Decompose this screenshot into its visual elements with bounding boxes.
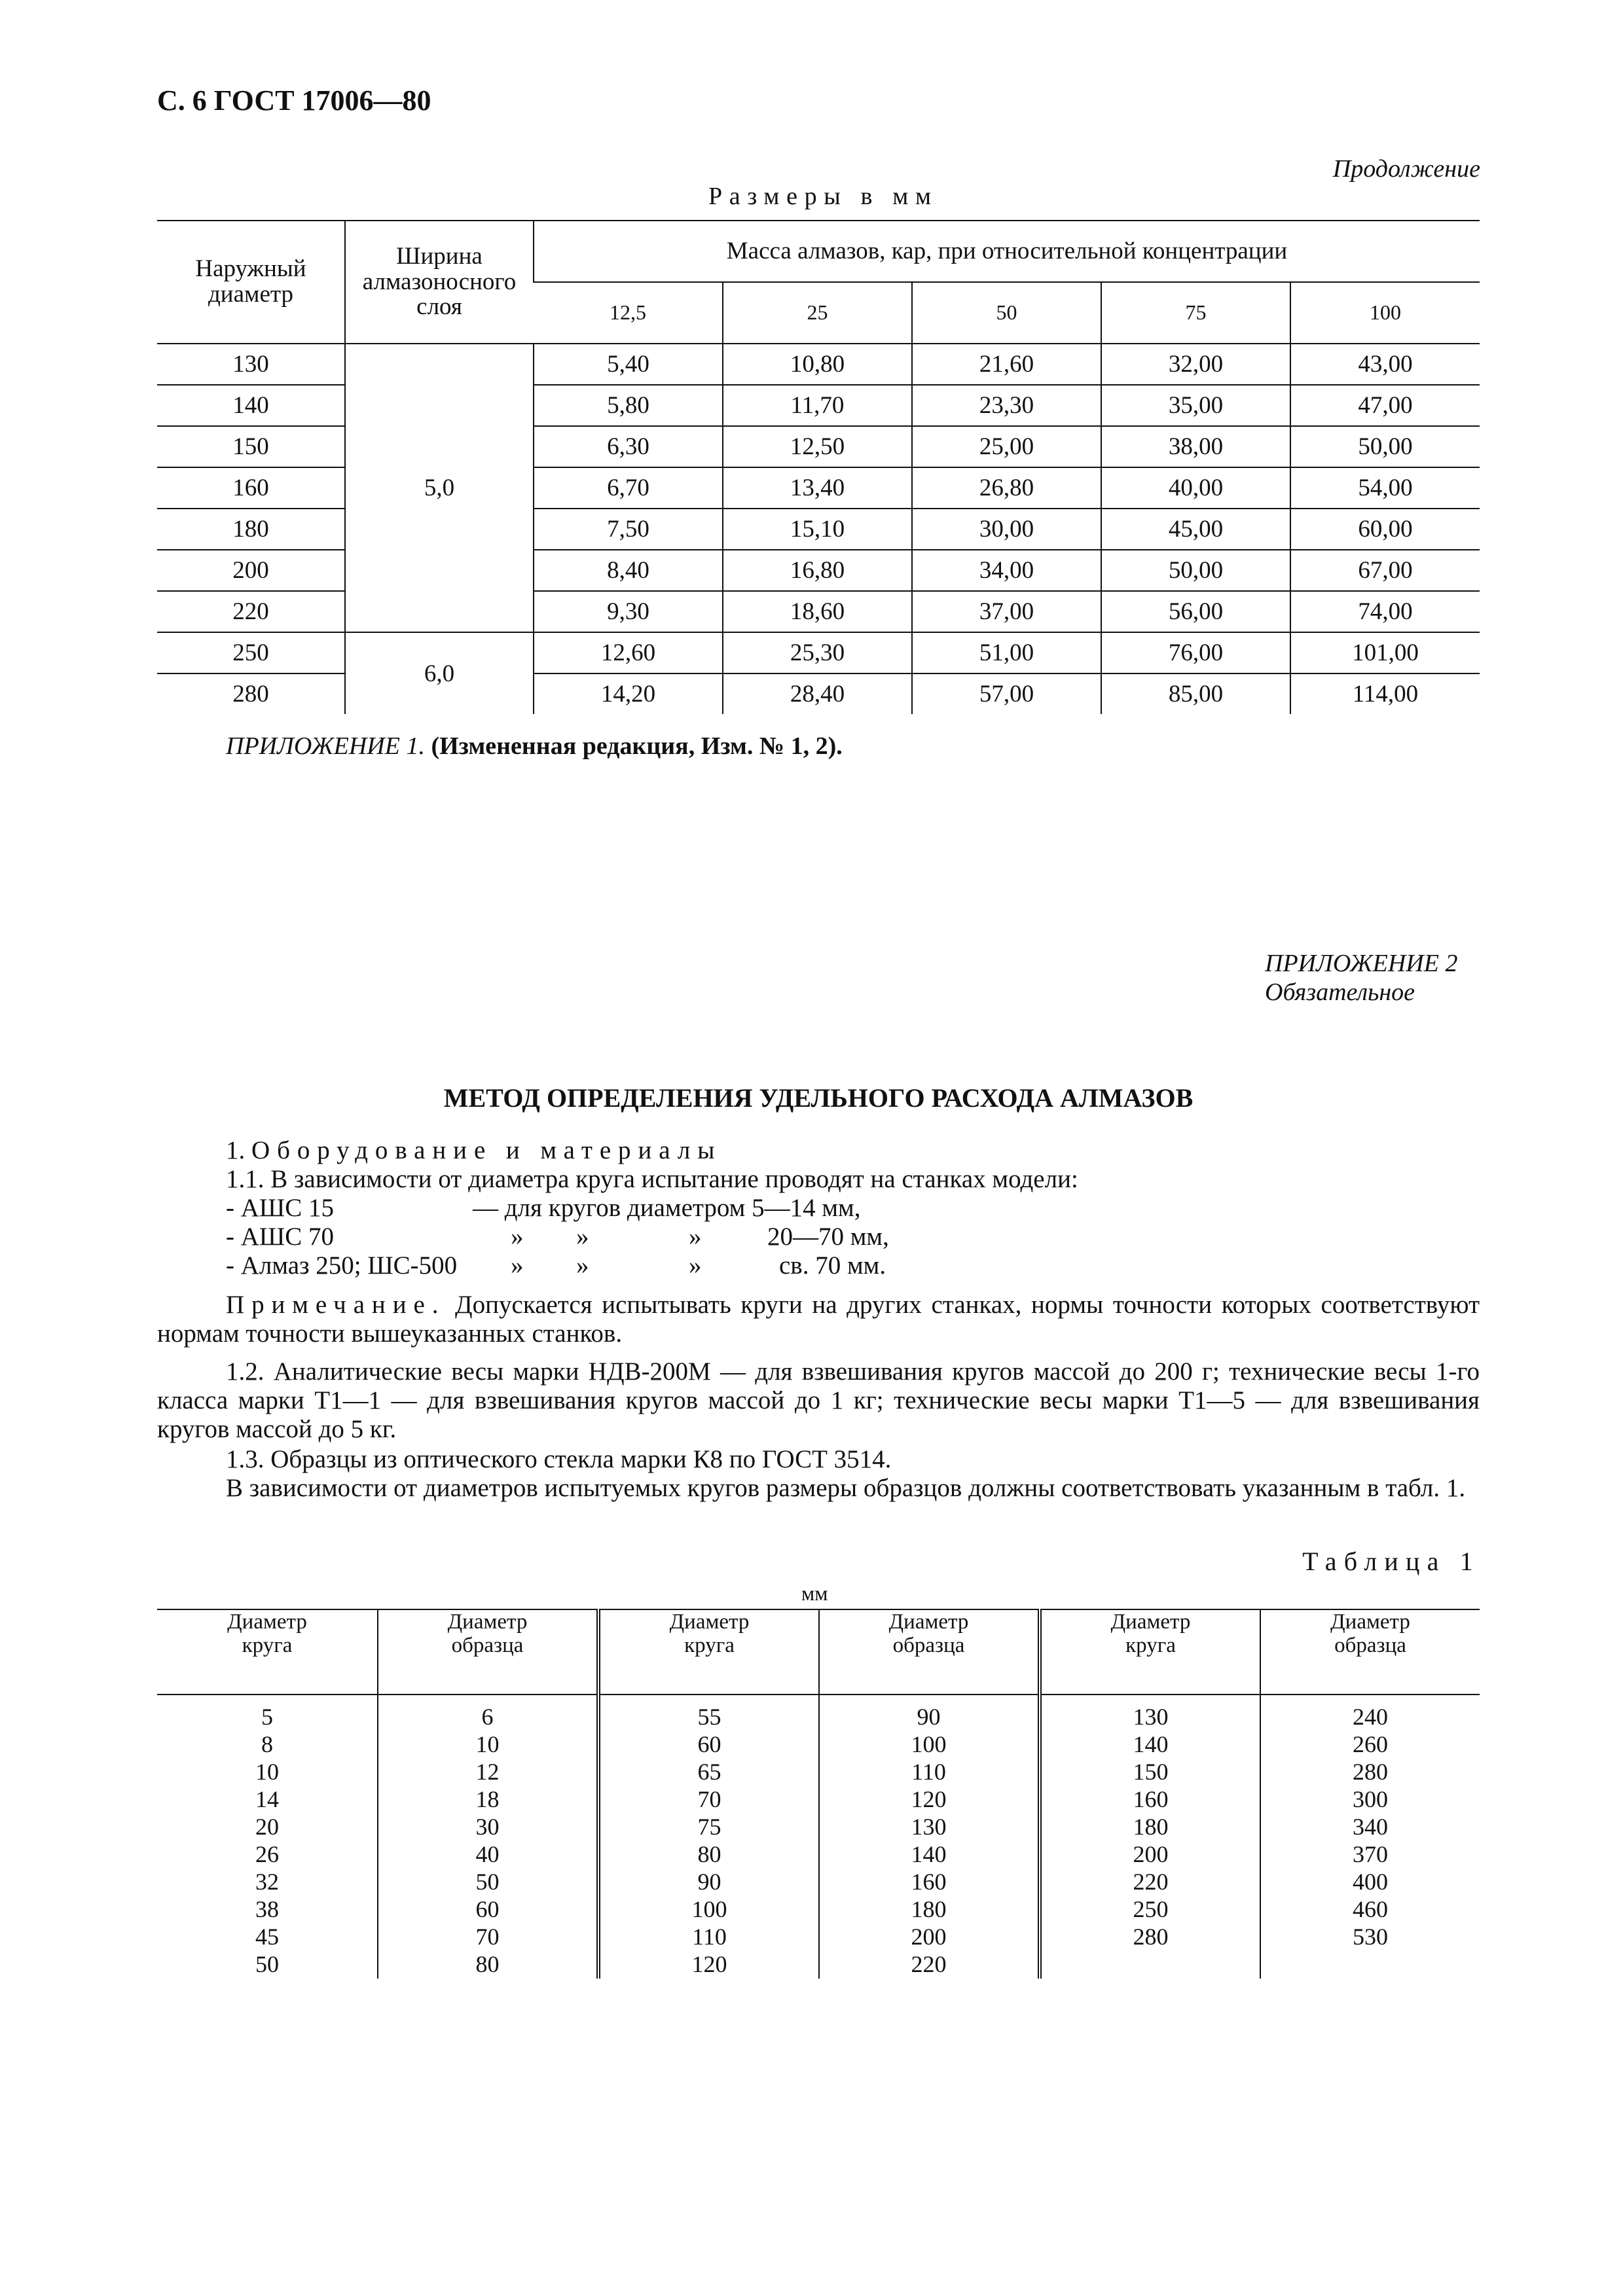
appendix2-header <box>1265 949 1457 1007</box>
wheel-diameter-column <box>598 1695 819 1979</box>
table-cell: 130 <box>1133 1704 1169 1730</box>
note-paragraph <box>157 1291 1480 1348</box>
table-cell: 200 <box>911 1924 947 1950</box>
section1-number: 1. <box>226 1136 246 1164</box>
table-cell: 300 <box>1353 1786 1388 1812</box>
table-cell: 32 <box>255 1869 279 1895</box>
mass-cell: 13,40 <box>723 467 912 509</box>
ditto-mark: » <box>576 1251 589 1280</box>
ditto-mark: » <box>511 1223 524 1251</box>
section1-heading-text: Оборудование и материалы <box>251 1136 722 1164</box>
mass-cell: 14,20 <box>534 673 723 714</box>
table-cell: 120 <box>691 1951 727 1977</box>
header-concentration: 25 <box>723 282 912 344</box>
mass-cell: 15,10 <box>723 509 912 550</box>
table-cell: 5 <box>261 1704 273 1730</box>
mass-cell: 54,00 <box>1290 467 1480 509</box>
table-cell: 240 <box>1353 1704 1388 1730</box>
outer-diameter-cell: 130 <box>232 351 269 378</box>
mass-cell: 37,00 <box>912 591 1101 632</box>
table1-units: Размеры в мм <box>708 183 938 210</box>
mass-cell: 38,00 <box>1101 426 1290 467</box>
table-cell: 340 <box>1353 1814 1388 1840</box>
table-cell: 70 <box>697 1786 721 1812</box>
outer-diameter-cell: 150 <box>157 426 345 467</box>
mass-cell: 74,00 <box>1290 591 1480 632</box>
mass-cell: 9,30 <box>534 591 723 632</box>
mass-cell: 25,00 <box>912 426 1101 467</box>
header-sample-diameter: Диаметр образца <box>1260 1609 1480 1695</box>
mass-cell: 30,00 <box>912 509 1101 550</box>
section1-heading <box>226 1136 721 1165</box>
appendix1-label: ПРИЛОЖЕНИЕ 1. <box>226 732 425 760</box>
table-row <box>157 632 1480 673</box>
table-cell: 90 <box>697 1869 721 1895</box>
table-cell: 18 <box>475 1786 500 1812</box>
table-cell: 160 <box>1133 1786 1169 1812</box>
header-sample-diameter: Диаметр образца <box>378 1609 598 1695</box>
mass-cell: 5,80 <box>534 385 723 426</box>
table-cell: 250 <box>1133 1896 1169 1922</box>
table-cell: 100 <box>691 1896 727 1922</box>
diamond-mass-table <box>157 220 1480 714</box>
table-cell: 20 <box>255 1814 279 1840</box>
table-cell: 65 <box>697 1759 721 1785</box>
table-cell: 400 <box>1353 1869 1388 1895</box>
ditto-mark: » <box>576 1223 589 1251</box>
mass-cell: 25,30 <box>723 632 912 673</box>
header-sample-diameter: Диаметр образца <box>819 1609 1040 1695</box>
mass-cell: 10,80 <box>723 344 912 385</box>
table-cell: 260 <box>1353 1731 1388 1757</box>
paragraph-1-2: 1.2. Аналитические весы марки НДВ-200М — для взвешивания кругов массой до 200 г; технические весы 1-го класса марки Т1—1 — для взвешивания кругов массой до 1 кг; технические весы марки Т1—5 — для взвешивания кругов массой до 5 кг. <box>157 1357 1480 1443</box>
ditto-mark: » <box>689 1251 702 1280</box>
table-cell: 26 <box>255 1841 279 1867</box>
outer-diameter-cell: 180 <box>157 509 345 550</box>
mass-cell: 26,80 <box>912 467 1101 509</box>
paragraph-1-1: 1.1. В зависимости от диаметра круга испытание проводят на станках модели: <box>226 1165 1078 1193</box>
mass-cell: 76,00 <box>1101 632 1290 673</box>
mass-cell: 11,70 <box>723 385 912 426</box>
mass-cell: 7,50 <box>534 509 723 550</box>
table-cell: 220 <box>1133 1869 1169 1895</box>
table-cell: 110 <box>692 1924 727 1950</box>
table-cell: 6 <box>481 1704 494 1730</box>
machine-item: - АШС 15 <box>226 1194 335 1222</box>
mass-cell: 23,30 <box>912 385 1101 426</box>
mass-cell: 56,00 <box>1101 591 1290 632</box>
table-cell: 50 <box>255 1951 279 1977</box>
sample-size-table <box>157 1609 1480 1979</box>
mass-cell: 85,00 <box>1101 673 1290 714</box>
table-cell: 60 <box>475 1896 500 1922</box>
table-cell: 50 <box>475 1869 500 1895</box>
header-concentration: 100 <box>1290 282 1480 344</box>
table-cell: 280 <box>1133 1924 1169 1950</box>
table-cell: 130 <box>911 1814 947 1840</box>
outer-diameter-cell: 200 <box>157 550 345 591</box>
table-cell: 70 <box>475 1924 500 1950</box>
machine-item-range: 20—70 мм, <box>767 1223 889 1251</box>
outer-diameter-cell: 160 <box>157 467 345 509</box>
mass-cell: 18,60 <box>723 591 912 632</box>
continuation-label: Продолжение <box>1332 155 1480 183</box>
sample-diameter-column <box>819 1695 1040 1979</box>
table-cell: 280 <box>1353 1759 1388 1785</box>
mass-cell: 34,00 <box>912 550 1101 591</box>
table-cell: 140 <box>1133 1731 1169 1757</box>
table-cell: 180 <box>1133 1814 1169 1840</box>
table-row <box>157 344 1480 385</box>
header-outer-diameter: Наружный диаметр <box>157 221 345 344</box>
table-cell: 12 <box>475 1759 500 1785</box>
page-header: С. 6 ГОСТ 17006—80 <box>157 84 431 117</box>
table-cell: 10 <box>255 1759 279 1785</box>
table-cell: 180 <box>911 1896 947 1922</box>
table-cell: 220 <box>911 1951 947 1977</box>
sample-diameter-column <box>378 1695 598 1979</box>
method-title: МЕТОД ОПРЕДЕЛЕНИЯ УДЕЛЬНОГО РАСХОДА АЛМАЗОВ <box>443 1083 1194 1113</box>
outer-diameter-cell: 250 <box>157 632 345 673</box>
table-row <box>157 1695 1480 1979</box>
table-cell: 460 <box>1353 1896 1388 1922</box>
paragraph-1-3-continued: В зависимости от диаметров испытуемых кругов размеры образцов должны соответствовать указанным в табл. 1. <box>226 1474 1466 1502</box>
table-cell: 30 <box>475 1814 500 1840</box>
mass-cell: 50,00 <box>1290 426 1480 467</box>
mass-cell: 12,50 <box>723 426 912 467</box>
table-cell: 38 <box>255 1896 279 1922</box>
outer-diameter-cell: 280 <box>157 673 345 714</box>
machine-item-range: св. 70 мм. <box>779 1251 886 1280</box>
table-cell: 200 <box>1133 1841 1169 1867</box>
mass-cell: 6,30 <box>534 426 723 467</box>
wheel-diameter-column <box>1040 1695 1260 1979</box>
table-cell: 75 <box>697 1814 721 1840</box>
mass-cell: 21,60 <box>912 344 1101 385</box>
mass-cell: 5,40 <box>534 344 723 385</box>
table2-caption: Таблица 1 <box>1302 1547 1480 1576</box>
mass-cell: 60,00 <box>1290 509 1480 550</box>
table-cell: 530 <box>1353 1924 1388 1950</box>
header-concentration: 12,5 <box>534 282 723 344</box>
mass-cell: 12,60 <box>534 632 723 673</box>
table-cell: 110 <box>911 1759 946 1785</box>
table-cell: 120 <box>911 1786 947 1812</box>
table-cell: 100 <box>911 1731 947 1757</box>
ditto-mark: » <box>511 1251 524 1280</box>
table-cell: 45 <box>255 1924 279 1950</box>
machine-item: - АШС 70 <box>226 1223 335 1251</box>
ditto-mark: » <box>689 1223 702 1251</box>
mass-cell: 50,00 <box>1101 550 1290 591</box>
appendix2-title: ПРИЛОЖЕНИЕ 2 <box>1265 950 1458 977</box>
table-cell: 40 <box>475 1841 500 1867</box>
mass-cell: 47,00 <box>1290 385 1480 426</box>
mass-cell: 32,00 <box>1101 344 1290 385</box>
layer-width-cell: 6,0 <box>345 632 534 714</box>
note-text: Допускается испытывать круги на других станках, нормы точности которых соответствуют нормам точности вышеуказанных станков. <box>157 1291 1480 1348</box>
table-cell: 160 <box>911 1869 947 1895</box>
header-wheel-diameter: Диаметр круга <box>157 1609 378 1695</box>
mass-cell: 57,00 <box>912 673 1101 714</box>
note-label: Примечание. <box>226 1291 446 1319</box>
table2-units: мм <box>801 1581 828 1605</box>
table-cell: 14 <box>255 1786 279 1812</box>
table-cell: 150 <box>1133 1759 1169 1785</box>
mass-cell: 43,00 <box>1290 344 1480 385</box>
mass-cell: 67,00 <box>1290 550 1480 591</box>
table-cell: 80 <box>697 1841 721 1867</box>
table-cell: 140 <box>911 1841 947 1867</box>
header-layer-width: Ширина алмазоносного слоя <box>345 221 534 344</box>
table-cell: 90 <box>917 1704 941 1730</box>
mass-cell: 114,00 <box>1290 673 1480 714</box>
sample-diameter-column <box>1260 1695 1480 1979</box>
appendix1-note <box>226 732 843 761</box>
layer-width-cell: 5,0 <box>345 344 534 632</box>
mass-cell: 8,40 <box>534 550 723 591</box>
table-cell: 8 <box>261 1731 273 1757</box>
header-concentration: 75 <box>1101 282 1290 344</box>
outer-diameter-cell: 140 <box>157 385 345 426</box>
header-wheel-diameter: Диаметр круга <box>1040 1609 1260 1695</box>
mass-cell: 28,40 <box>723 673 912 714</box>
mass-cell: 51,00 <box>912 632 1101 673</box>
mass-cell: 101,00 <box>1290 632 1480 673</box>
header-wheel-diameter: Диаметр круга <box>598 1609 819 1695</box>
outer-diameter-cell: 220 <box>157 591 345 632</box>
header-concentration: 50 <box>912 282 1101 344</box>
header-mass-group: Масса алмазов, кар, при относительной концентрации <box>534 221 1480 282</box>
table-cell: 370 <box>1353 1841 1388 1867</box>
machine-item-range: — для кругов диаметром 5—14 мм, <box>473 1194 861 1222</box>
mass-cell: 40,00 <box>1101 467 1290 509</box>
appendix2-subtitle: Обязательное <box>1265 978 1415 1006</box>
table-cell: 55 <box>697 1704 721 1730</box>
mass-cell: 35,00 <box>1101 385 1290 426</box>
wheel-diameter-column <box>157 1695 378 1979</box>
table-cell: 10 <box>475 1731 500 1757</box>
mass-cell: 16,80 <box>723 550 912 591</box>
appendix1-text: (Измененная редакция, Изм. № 1, 2). <box>431 732 843 760</box>
mass-cell: 45,00 <box>1101 509 1290 550</box>
mass-cell: 6,70 <box>534 467 723 509</box>
table-cell: 60 <box>697 1731 721 1757</box>
machine-item: - Алмаз 250; ШС-500 <box>226 1251 458 1280</box>
paragraph-1-3: 1.3. Образцы из оптического стекла марки К8 по ГОСТ 3514. <box>226 1445 892 1473</box>
table-cell: 80 <box>475 1951 500 1977</box>
